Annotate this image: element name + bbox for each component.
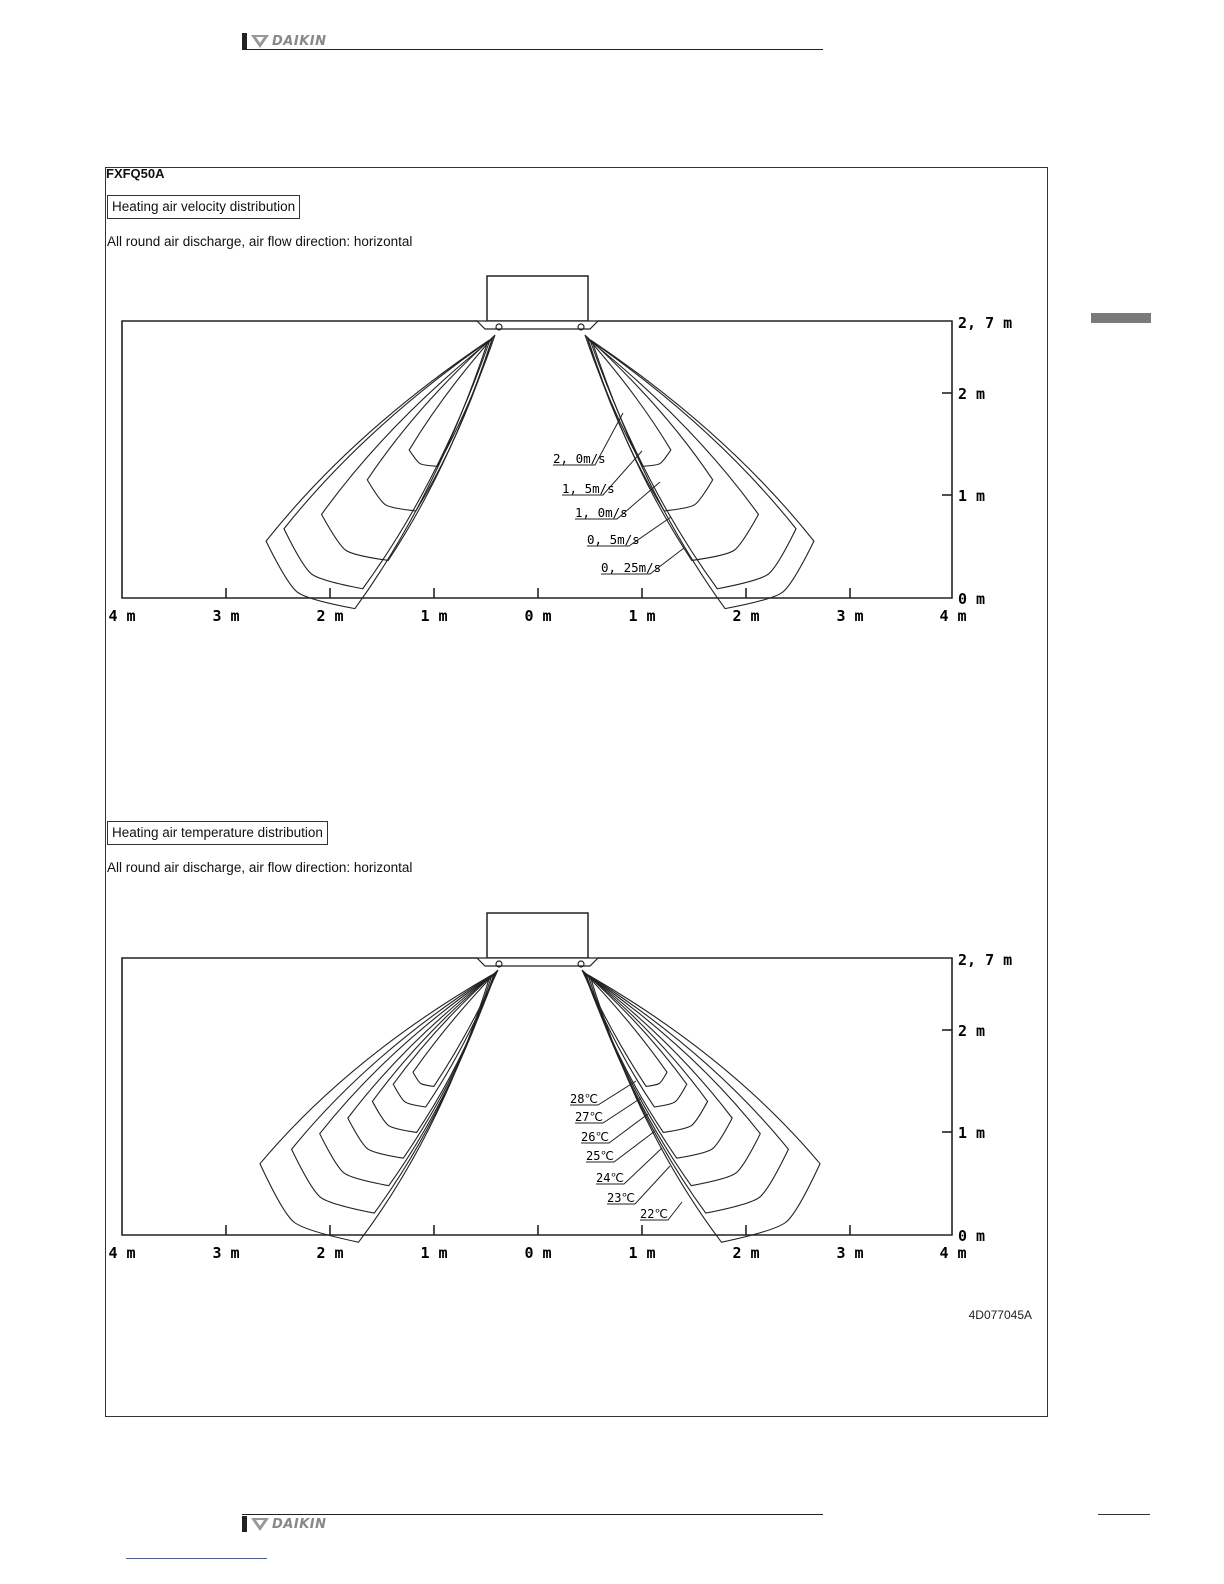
x-label: 2 m [316,607,344,625]
footer-rule [242,1514,823,1515]
velocity-contour-label: 0, 5m/s [587,532,640,547]
daikin-logo-icon [251,35,269,48]
document-id: 4D077045A [968,1308,1032,1322]
temperature-title: Heating air temperature distribution [107,821,328,845]
y-label-2m: 2 m [958,385,986,403]
indoor-unit-panel [477,321,598,329]
temperature-contour-label: 22℃ [640,1207,668,1221]
x-label: 1 m [628,1244,656,1262]
temperature-contour-label: 23℃ [607,1191,635,1205]
header-brand: DAIKIN [272,33,327,49]
velocity-contour-label: 1, 0m/s [575,505,628,520]
daikin-logo-icon [251,1518,269,1531]
velocity-contour-label: 2, 0m/s [553,451,606,466]
x-label: 0 m [524,607,552,625]
logo-bar [242,1516,247,1532]
y-label-2-7m: 2, 7 m [958,314,1013,332]
footer-brand: DAIKIN [272,1516,327,1532]
x-label: 3 m [836,607,864,625]
room-outline [122,958,952,1235]
temperature-contour-label: 28℃ [570,1092,598,1106]
x-label: 0 m [524,1244,552,1262]
velocity-contour-label: 1, 5m/s [562,481,615,496]
x-label: 2 m [732,1244,760,1262]
velocity-title: Heating air velocity distribution [107,195,300,219]
room-outline [122,321,952,598]
page-number-rule [1098,1514,1150,1515]
x-label: 1 m [420,607,448,625]
x-label: 4 m [939,1244,967,1262]
indoor-unit [487,913,588,958]
footer-logo [242,1516,326,1532]
indoor-unit [487,276,588,321]
x-label: 1 m [420,1244,448,1262]
x-label: 4 m [108,607,136,625]
velocity-subtitle: All round air discharge, air flow direction: horizontal [107,234,413,249]
y-label-2-7m: 2, 7 m [958,951,1013,969]
x-label: 3 m [212,607,240,625]
temperature-contour-left [348,973,495,1158]
footer-link-underline [126,1558,267,1559]
temperature-diagram [0,902,1224,1262]
logo-bar [242,33,247,49]
x-label: 3 m [836,1244,864,1262]
y-label-2m: 2 m [958,1022,986,1040]
y-label-0m: 0 m [958,1227,986,1245]
velocity-contour-left [367,337,493,511]
x-label: 1 m [628,607,656,625]
velocity-diagram [0,265,1224,625]
indoor-unit-panel [477,958,598,966]
x-label: 4 m [108,1244,136,1262]
temperature-contour-label: 24℃ [596,1171,624,1185]
x-label: 4 m [939,607,967,625]
temperature-contour-label: 26℃ [581,1130,609,1144]
x-label: 2 m [316,1244,344,1262]
header-logo [242,33,326,49]
model-name: FXFQ50A [106,166,165,181]
x-label: 2 m [732,607,760,625]
temperature-contour-left [292,975,492,1213]
temperature-contour-label: 27℃ [575,1110,603,1124]
temperature-contour-left [260,976,490,1242]
velocity-contour-label: 0, 25m/s [601,560,662,575]
x-label: 3 m [212,1244,240,1262]
y-label-1m: 1 m [958,487,986,505]
header-rule [242,49,823,50]
temperature-subtitle: All round air discharge, air flow direction: horizontal [107,860,413,875]
y-label-0m: 0 m [958,590,986,608]
temperature-contour-label: 25℃ [586,1149,614,1163]
y-label-1m: 1 m [958,1124,986,1142]
